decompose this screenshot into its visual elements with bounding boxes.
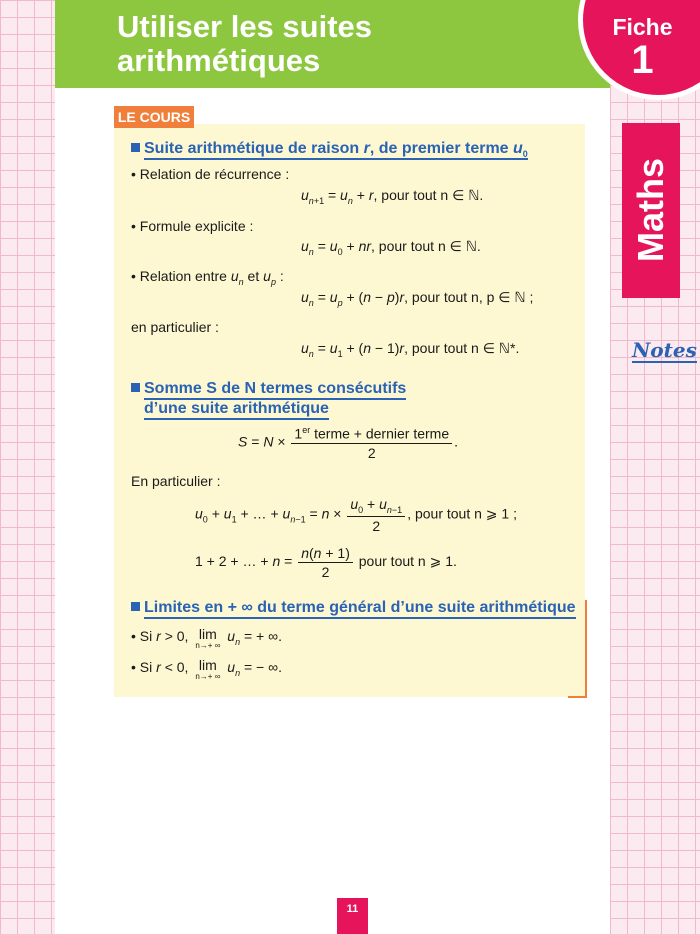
square-bullet-icon <box>131 143 140 152</box>
section-title-arithmetic-sequence: Suite arithmétique de raison r, de premier terme $u_0$ <box>131 140 528 159</box>
text-particular: en particulier : <box>131 319 219 335</box>
formula-recurrence: $u_{n+1} = u_n + r$, pour tout n ∈ ℕ. <box>301 187 484 206</box>
notes-label: Notes <box>632 338 697 362</box>
bullet-explicit: • Formule explicite : <box>131 218 254 234</box>
formula-relation: $u_n = u_p + (n - p)r$, pour tout n, p ∈ ℕ ; <box>301 289 534 308</box>
square-bullet-icon <box>131 383 140 392</box>
fraction: $\frac{1^{er} terme + dernier terme}{2}$ <box>291 425 452 461</box>
text-en-particulier: En particulier : <box>131 473 221 489</box>
fiche-number: 1 <box>631 38 654 82</box>
section-title-limits: Limites en + ∞ du terme général d’une suite arithmétique <box>131 599 576 617</box>
fraction: $\frac{u_0 + u_{n-1}}{2}$ <box>347 496 405 534</box>
course-box-corner <box>585 600 587 697</box>
bullet-recurrence: • Relation de récurrence : <box>131 166 290 182</box>
formula-particular: $u_n = u_1 + (n - 1)r$, pour tout n ∈ ℕ*. <box>301 340 520 359</box>
page-number: 11 <box>337 898 368 934</box>
formula-sum: S = N × $\frac{1^{er} terme + dernier terme}{2}$ . <box>238 425 458 461</box>
subject-tab-label: Maths <box>630 157 671 263</box>
formula-sum-general: $u_0 + u_1$ + … + $u_{n-1} = n$ × $\frac{u_0 + u_{n-1}}{2}$ , pour tout n ⩾ 1 ; <box>195 496 517 534</box>
left-grid-margin <box>0 0 55 934</box>
limit-case-positive: • Si r > 0, lim n→+ ∞ $u_n$ = + ∞. <box>131 626 282 650</box>
page-title: Utiliser les suites arithmétiques <box>117 9 373 78</box>
course-badge: LE COURS <box>114 106 194 128</box>
limit-case-negative: • Si r < 0, lim n→+ ∞ $u_n$ = − ∞. <box>131 657 282 681</box>
limit-operator: lim n→+ ∞ <box>195 626 221 650</box>
fraction: $\frac{n(n + 1)}{2}$ <box>298 545 353 580</box>
formula-explicit: $u_n = u_0$ + nr, pour tout n ∈ ℕ. <box>301 238 481 257</box>
section-title-sum: Somme S de N termes consécutifs d’une suite arithmétique <box>131 379 406 419</box>
limit-operator: lim n→+ ∞ <box>195 657 221 681</box>
course-box-corner-bottom <box>568 696 587 698</box>
square-bullet-icon <box>131 602 140 611</box>
bullet-relation: • Relation entre $u_n$ et $u_p$ : <box>131 268 284 287</box>
formula-sum-integers: 1 + 2 + … + n = $\frac{n(n + 1)}{2}$ pour tout n ⩾ 1. <box>195 545 457 580</box>
fiche-label: Fiche <box>612 14 673 40</box>
